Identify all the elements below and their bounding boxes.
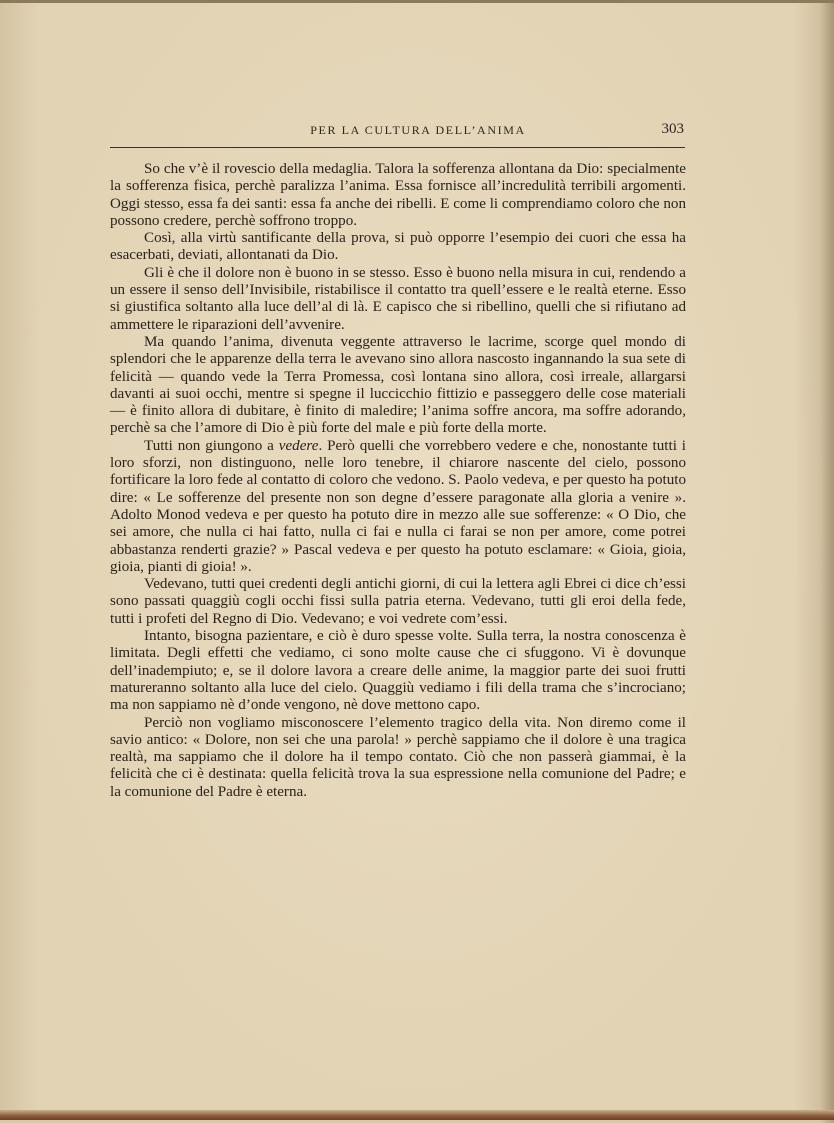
paragraph: So che v’è il rovescio della medaglia. Talora la sofferenza allontana da Dio: specialmente la sofferenza fisica, perchè paralizza l’anima. Essa fornisce all’incredulità terribili argomenti. Oggi stesso, essa fa dei santi: essa fa anche dei ribelli. E come li comprendiamo coloro che non possono credere, perchè soffrono troppo.: [110, 161, 686, 229]
page-header: [110, 121, 686, 147]
italic-word: vedere: [278, 437, 319, 454]
header-rule: [110, 147, 685, 148]
paragraph-text-after: . Però quelli che vorrebbero vedere e che, nonostante tutti i loro sforzi, non distinguono, nelle loro tenebre, il chiarore nascente del cielo, possono fortificare la loro fede al contatto di coloro che vedono. S. Paolo vedeva, e per questo ha potuto dire: « Le sofferenze del presente non son degne d’essere paragonate alla gloria a venire ». Adolto Monod vedeva e per questo ha potuto dire in mezzo alle sue sofferenze: « O Dio, che sei amore, che nulla ci hai fatto, nulla ci fai e nulla ci farai se non per amore, come potrei abbastanza renderti grazie? » Pascal vedeva e per questo ha potuto esclamare: « Gioia, gioia, gioia, pianti di gioia! ».: [110, 437, 686, 575]
page-number: 303: [661, 121, 684, 137]
paragraph: Gli è che il dolore non è buono in se stesso. Esso è buono nella misura in cui, rendendo a un essere il senso dell’Invisibile, ristabilisce il contatto tra quell’essere e le realtà eterne. Esso si giustifica soltanto alla luce dell’al di là. E capisco che si ribellino, quelli che si rifiutano ad ammettere le riparazioni dell’avvenire.: [110, 264, 686, 333]
paragraph: [110, 438, 686, 576]
paragraph: Ma quando l’anima, divenuta veggente attraverso le lacrime, scorge quel mondo di splendori che le apparenze della terra le avevano sino allora nascosto ingannando la sua sete di felicità — quando vede la Terra Promessa, così lontana sino allora, così irreale, allargarsi davanti ai suoi occhi, mentre si spegne il luccicchio fittizio e passeggero delle cose materiali — è finito allora di dubitare, è finito di maledire; l’anima soffre ancora, ma soffre adorando, perchè sa che l’amore di Dio è più forte del male e più forte della morte.: [110, 333, 686, 437]
paragraph: Vedevano, tutti quei credenti degli antichi giorni, di cui la lettera agli Ebrei ci dice ch’essi sono passati quaggiù cogli occhi fissi sulla patria eterna. Vedevano, tutti gli eroi della fede, tutti i profeti del Regno di Dio. Vedevano; e voi vedrete com’essi.: [110, 576, 686, 627]
paragraph-text-before: Tutti non giungono a: [144, 437, 279, 454]
body-text: [110, 161, 686, 801]
page-right-edge-shadow: [820, 3, 834, 1123]
paragraph: Intanto, bisogna pazientare, e ciò è duro spesse volte. Sulla terra, la nostra conoscenza è limitata. Degli effetti che vediamo, ci sono molte cause che ci sfuggono. Vi è dovunque dell’inadempiuto; e, se il dolore lavora a creare delle anime, la maggior parte dei suoi frutti matureranno soltanto alla luce del cielo. Quaggiù vediamo i fili della trama che s’incrociano; ma non sappiamo nè d’onde vengono, nè dove mettono capo.: [110, 628, 686, 714]
running-head: PER LA CULTURA DELL’ANIMA: [310, 123, 526, 137]
paragraph: Perciò non vogliamo misconoscere l’elemento tragico della vita. Non diremo come il savio antico: « Dolore, non sei che una parola! » perchè sappiamo che il dolore è una tragica realtà, ma sappiamo che il dolore ha il tempo contato. Ciò che non passerà giammai, è la felicità che ci è destinata: quella felicità trova la sua espressione nella comunione del Padre; e la comunione del Padre è eterna.: [110, 714, 686, 800]
paragraph: Così, alla virtù santificante della prova, si può opporre l’esempio dei cuori che essa ha esacerbati, deviati, allontanati da Dio.: [110, 230, 686, 264]
page-bottom-edge: [0, 1110, 834, 1120]
